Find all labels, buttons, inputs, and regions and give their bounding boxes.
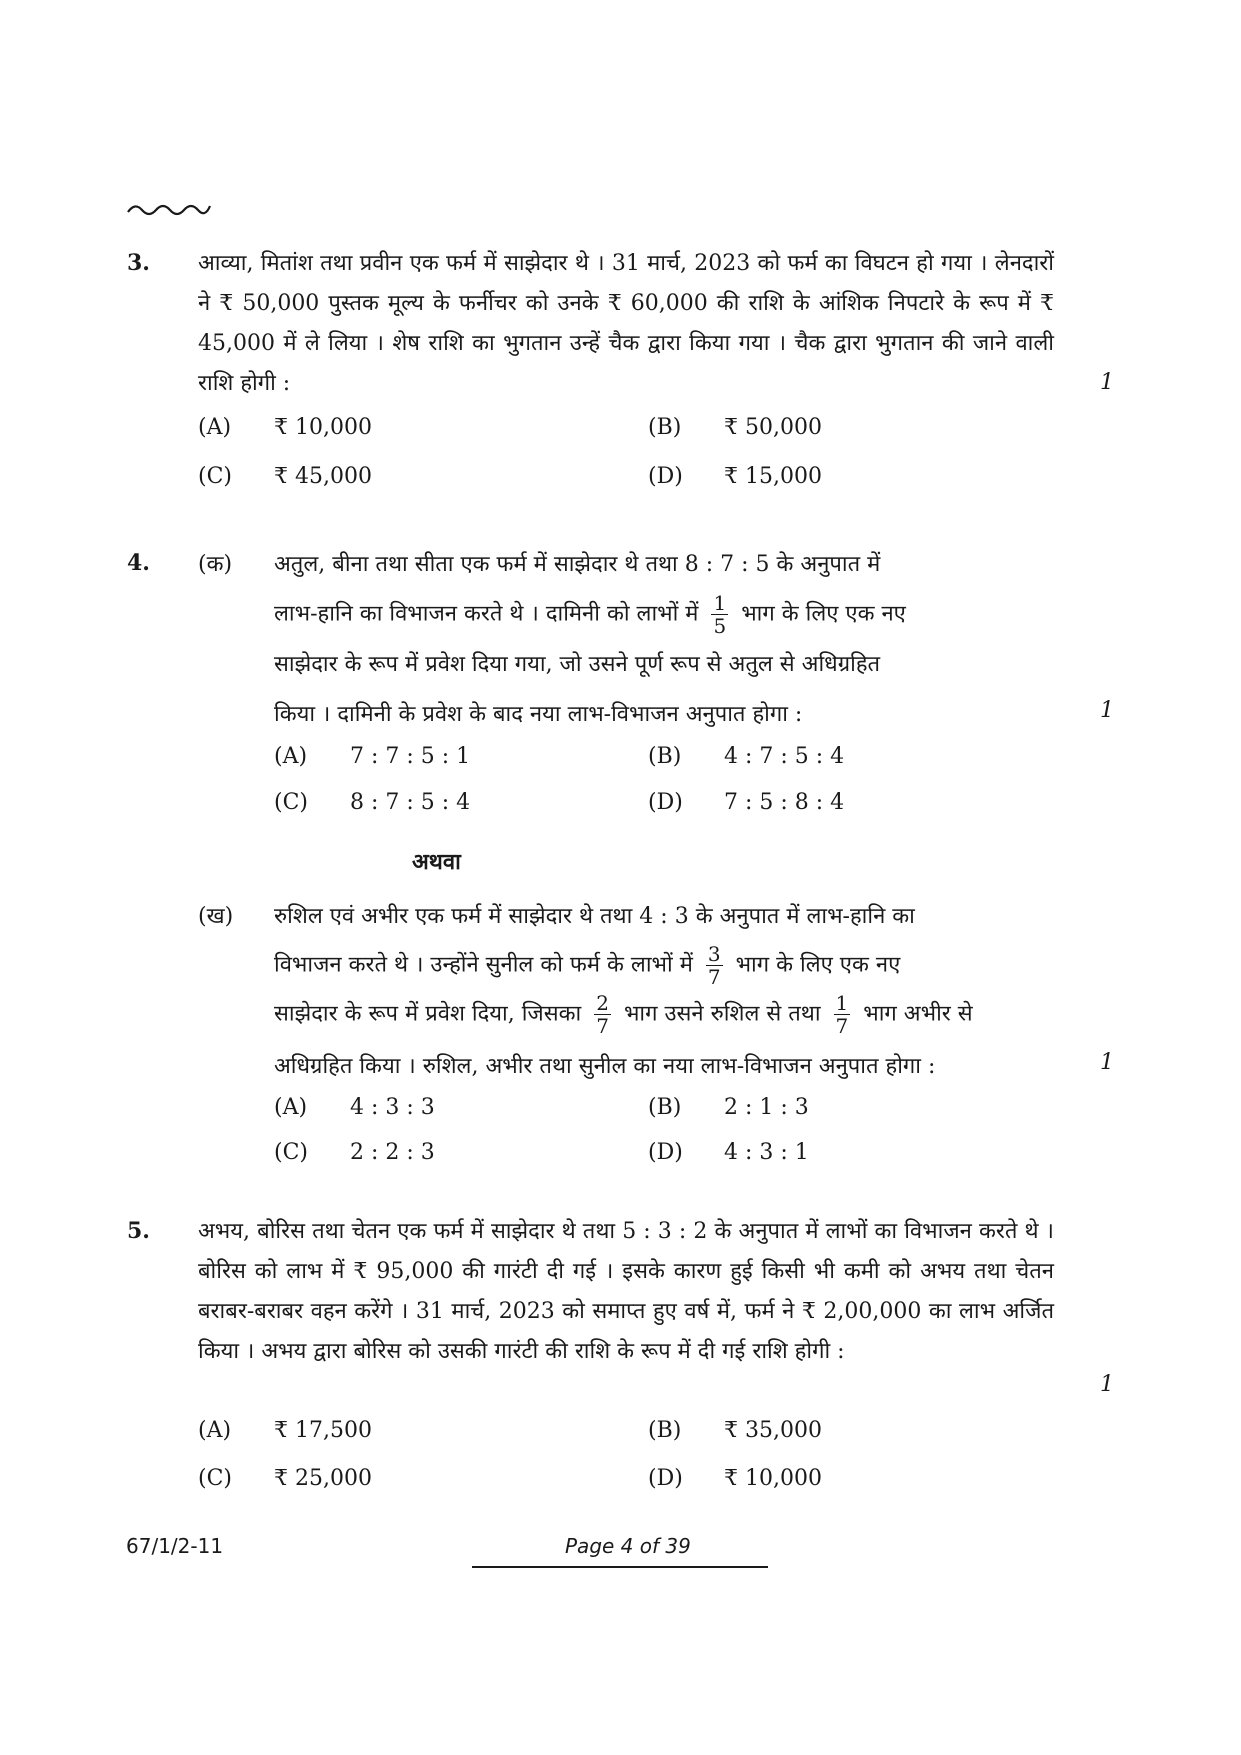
fraction-numerator: 2: [596, 991, 609, 1015]
fraction-numerator: 1: [713, 591, 727, 615]
option-label: (D): [648, 1466, 683, 1491]
marks: 1: [1100, 1372, 1114, 1397]
text-segment: विभाजन करते थे । उन्होंने सुनील को फर्म के लाभों में: [274, 952, 693, 978]
text-line-with-fraction: [274, 592, 906, 637]
option-c: [274, 790, 470, 815]
question-number: 5.: [127, 1218, 150, 1244]
question-number: 3.: [127, 250, 150, 276]
option-b: [648, 744, 844, 769]
text-line-with-fractions: [274, 992, 973, 1037]
option-c: [198, 1466, 372, 1491]
fraction-numerator: 3: [707, 942, 721, 966]
option-label: (D): [648, 790, 683, 815]
option-value: 2 : 2 : 3: [350, 1140, 435, 1165]
option-label: (A): [198, 1418, 232, 1443]
text-line: अतुल, बीना तथा सीता एक फर्म में साझेदार थे तथा 8 : 7 : 5 के अनुपात में: [274, 552, 881, 577]
question-number: 4.: [127, 550, 150, 576]
text-line: अधिग्रहित किया । रुशिल, अभीर तथा सुनील का नया लाभ-विभाजन अनुपात होगा :: [274, 1054, 936, 1079]
option-a: [274, 1095, 435, 1120]
option-c: [198, 464, 372, 489]
option-label: (C): [274, 1140, 308, 1165]
text-segment: साझेदार के रूप में प्रवेश दिया, जिसका: [274, 1001, 582, 1027]
sub-label-kha: (ख): [198, 904, 234, 929]
marks: 1: [1100, 370, 1114, 395]
text-line: किया । दामिनी के प्रवेश के बाद नया लाभ-विभाजन अनुपात होगा :: [274, 702, 803, 727]
option-label: (A): [274, 1095, 308, 1120]
option-label: (C): [198, 1466, 232, 1491]
page-number: Page 4 of 39: [565, 1534, 691, 1558]
wave-ornament-icon: [126, 200, 212, 220]
option-label: (C): [274, 790, 308, 815]
option-value: ₹ 17,500: [274, 1418, 372, 1443]
marks: 1: [1100, 698, 1114, 723]
option-label: (C): [198, 464, 232, 489]
option-value: ₹ 45,000: [274, 464, 372, 489]
text-segment: भाग उसने रुशिल से तथा: [623, 1001, 821, 1027]
fraction-denominator: 7: [707, 965, 721, 989]
fraction-denominator: 7: [835, 1014, 849, 1038]
option-value: ₹ 10,000: [274, 415, 372, 440]
text-segment: भाग के लिए एक नए: [741, 601, 906, 627]
option-d: [648, 464, 822, 489]
sub-label-ka: (क): [198, 552, 233, 577]
footer-divider: [472, 1566, 768, 1568]
option-value: 4 : 7 : 5 : 4: [724, 744, 845, 769]
option-value: 2 : 1 : 3: [724, 1095, 809, 1120]
fraction-denominator: 5: [713, 614, 727, 638]
option-value: 4 : 3 : 3: [350, 1095, 435, 1120]
option-value: ₹ 10,000: [724, 1466, 822, 1491]
option-b: [648, 1095, 809, 1120]
option-label: (B): [648, 1095, 682, 1120]
text-segment: लाभ-हानि का विभाजन करते थे । दामिनी को लाभों में: [274, 601, 699, 627]
option-label: (D): [648, 464, 683, 489]
text-line: रुशिल एवं अभीर एक फर्म में साझेदार थे तथा 4 : 3 के अनुपात में लाभ-हानि का: [274, 904, 915, 929]
option-value: 7 : 7 : 5 : 1: [350, 744, 471, 769]
text-line-with-fraction: [274, 943, 900, 988]
option-b: [648, 1418, 822, 1443]
text-segment: भाग अभीर से: [863, 1001, 973, 1027]
option-a: [198, 1418, 372, 1443]
or-heading: अथवा: [412, 849, 461, 875]
fraction: [594, 992, 611, 1037]
option-value: 4 : 3 : 1: [724, 1140, 809, 1165]
fraction: [834, 992, 851, 1037]
option-d: [648, 790, 844, 815]
option-a: [198, 415, 372, 440]
text-segment: भाग के लिए एक नए: [735, 952, 901, 978]
option-value: 7 : 5 : 8 : 4: [724, 790, 845, 815]
option-value: ₹ 25,000: [274, 1466, 372, 1491]
option-c: [274, 1140, 435, 1165]
option-d: [648, 1466, 822, 1491]
option-label: (A): [198, 415, 232, 440]
option-label: (A): [274, 744, 308, 769]
question-text: अभय, बोरिस तथा चेतन एक फर्म में साझेदार थे तथा 5 : 3 : 2 के अनुपात में लाभों का विभाजन करते थे । बोरिस को लाभ में ₹ 95,000 की गारंटी दी गई । इसके कारण हुई किसी भी कमी को अभय तथा चेतन बराबर-बराबर वहन करेंगे । 31 मार्च, 2023 को समाप्त हुए वर्ष में, फर्म ने ₹ 2,00,000 का लाभ अर्जित किया । अभय द्वारा बोरिस को उसकी गारंटी की राशि के रूप में दी गई राशि होगी :: [198, 1219, 1054, 1364]
option-value: ₹ 35,000: [724, 1418, 822, 1443]
option-label: (B): [648, 415, 682, 440]
option-value: ₹ 15,000: [724, 464, 822, 489]
fraction-denominator: 7: [596, 1014, 609, 1038]
option-value: ₹ 50,000: [724, 415, 822, 440]
option-b: [648, 415, 822, 440]
fraction: [711, 592, 728, 637]
marks: 1: [1100, 1050, 1114, 1075]
text-line: साझेदार के रूप में प्रवेश दिया गया, जो उसने पूर्ण रूप से अतुल से अधिग्रहित: [274, 652, 881, 677]
option-value: 8 : 7 : 5 : 4: [350, 790, 471, 815]
option-a: [274, 744, 470, 769]
fraction-numerator: 1: [835, 991, 849, 1015]
question-text: आव्या, मितांश तथा प्रवीन एक फर्म में साझेदार थे । 31 मार्च, 2023 को फर्म का विघटन हो गया । लेनदारों ने ₹ 50,000 पुस्तक मूल्य के फर्नीचर को उनके ₹ 60,000 की राशि के आंशिक निपटारे के रूप में ₹ 45,000 में ले लिया । शेष राशि का भुगतान उन्हें चैक द्वारा किया गया । चैक द्वारा भुगतान की जाने वाली राशि होगी :: [198, 251, 1054, 396]
fraction: [706, 943, 723, 988]
option-label: (B): [648, 1418, 682, 1443]
paper-code: 67/1/2-11: [126, 1534, 224, 1558]
option-d: [648, 1140, 809, 1165]
option-label: (D): [648, 1140, 683, 1165]
option-label: (B): [648, 744, 682, 769]
